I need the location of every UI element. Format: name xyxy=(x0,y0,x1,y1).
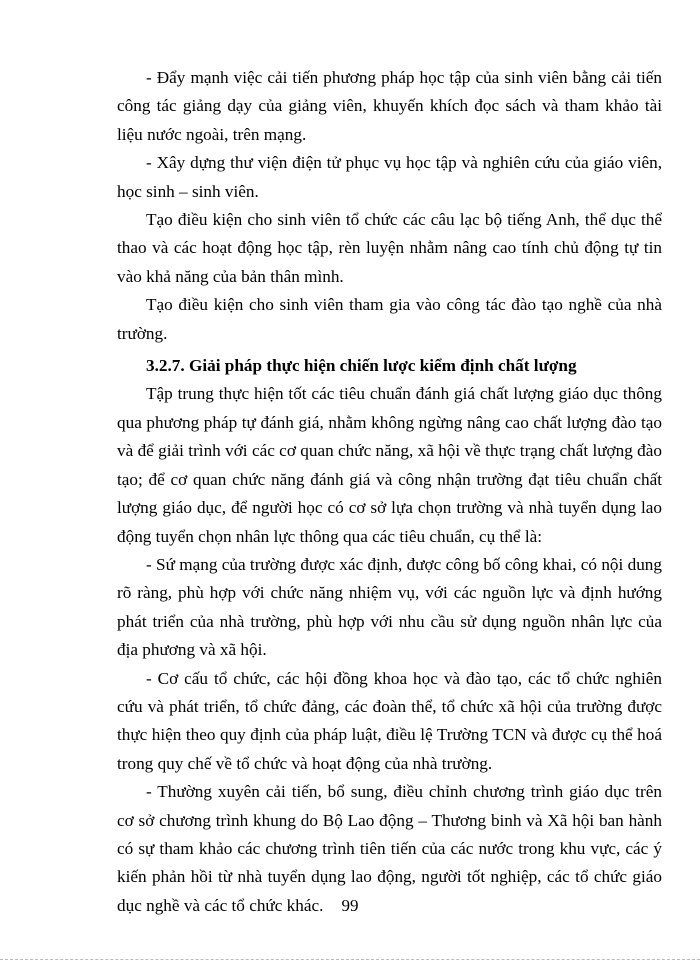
paragraph-quality-standards: Tập trung thực hiện tốt các tiêu chuẩn đánh giá chất lượng giáo dục thông qua phương pháp tự đánh giá, nhằm không ngừng nâng cao chất lượng đào tạo và để giải trình với các cơ quan chức năng, xã hội về thực trạng chất lượng đào tạo; để cơ quan chức năng đánh giá và công nhận trường đạt tiêu chuẩn chất lượng giáo dục, để người học có cơ sở lựa chọn trường và nhà tuyển dụng lao động tuyển chọn nhân lực thông qua các tiêu chuẩn, cụ thể là: xyxy=(117,384,662,546)
paragraph-student-clubs: Tạo điều kiện cho sinh viên tổ chức các câu lạc bộ tiếng Anh, thể dục thể thao và các hoạt động học tập, rèn luyện nhằm nâng cao tính chủ động tự tin vào khả năng của bản thân mình. xyxy=(117,210,662,286)
paragraph-organization-structure: - Cơ cấu tổ chức, các hội đồng khoa học và đào tạo, các tổ chức nghiên cứu và phát triển, tổ chức đảng, các đoàn thể, tổ chức xã hội của trường được thực hiện theo quy định của pháp luật, điều lệ Trường TCN và được cụ thể hoá trong quy chế về tổ chức và hoạt động của nhà trường. xyxy=(117,668,662,773)
paragraph-vocational-training: Tạo điều kiện cho sinh viên tham gia vào công tác đào tạo nghề của nhà trường. xyxy=(117,295,662,343)
page-number: 99 xyxy=(341,896,359,915)
paragraph-improve-learning-methods: - Đẩy mạnh việc cải tiến phương pháp học tập của sinh viên bằng cải tiến công tác giảng dạy của giảng viên, khuyến khích đọc sách và tham khảo tài liệu nước ngoài, trên mạng. xyxy=(117,68,662,144)
page-body xyxy=(117,64,662,920)
paragraph-curriculum-improvement: - Thường xuyên cải tiến, bổ sung, điều chỉnh chương trình giáo dục trên cơ sở chương trình khung do Bộ Lao động – Thương binh và Xã hội ban hành có sự tham khảo các chương trình tiên tiến của các nước trong khu vực, các ý kiến phản hồi từ nhà tuyển dụng lao động, người tốt nghiệp, các tổ chức giáo dục nghề và các tổ chức khác. xyxy=(117,782,662,915)
paragraph-school-mission: - Sứ mạng của trường được xác định, được công bố công khai, có nội dung rõ ràng, phù hợp với chức năng nhiệm vụ, với các nguồn lực và định hướng phát triển của nhà trường, phù hợp với nhu cầu sử dụng nguồn nhân lực của địa phương và xã hội. xyxy=(117,554,662,660)
paragraph-digital-library: - Xây dựng thư viện điện tử phục vụ học tập và nghiên cứu của giáo viên, học sinh – sinh viên. xyxy=(117,153,662,201)
section-heading: 3.2.7. Giải pháp thực hiện chiến lược kiểm định chất lượng xyxy=(146,356,577,376)
